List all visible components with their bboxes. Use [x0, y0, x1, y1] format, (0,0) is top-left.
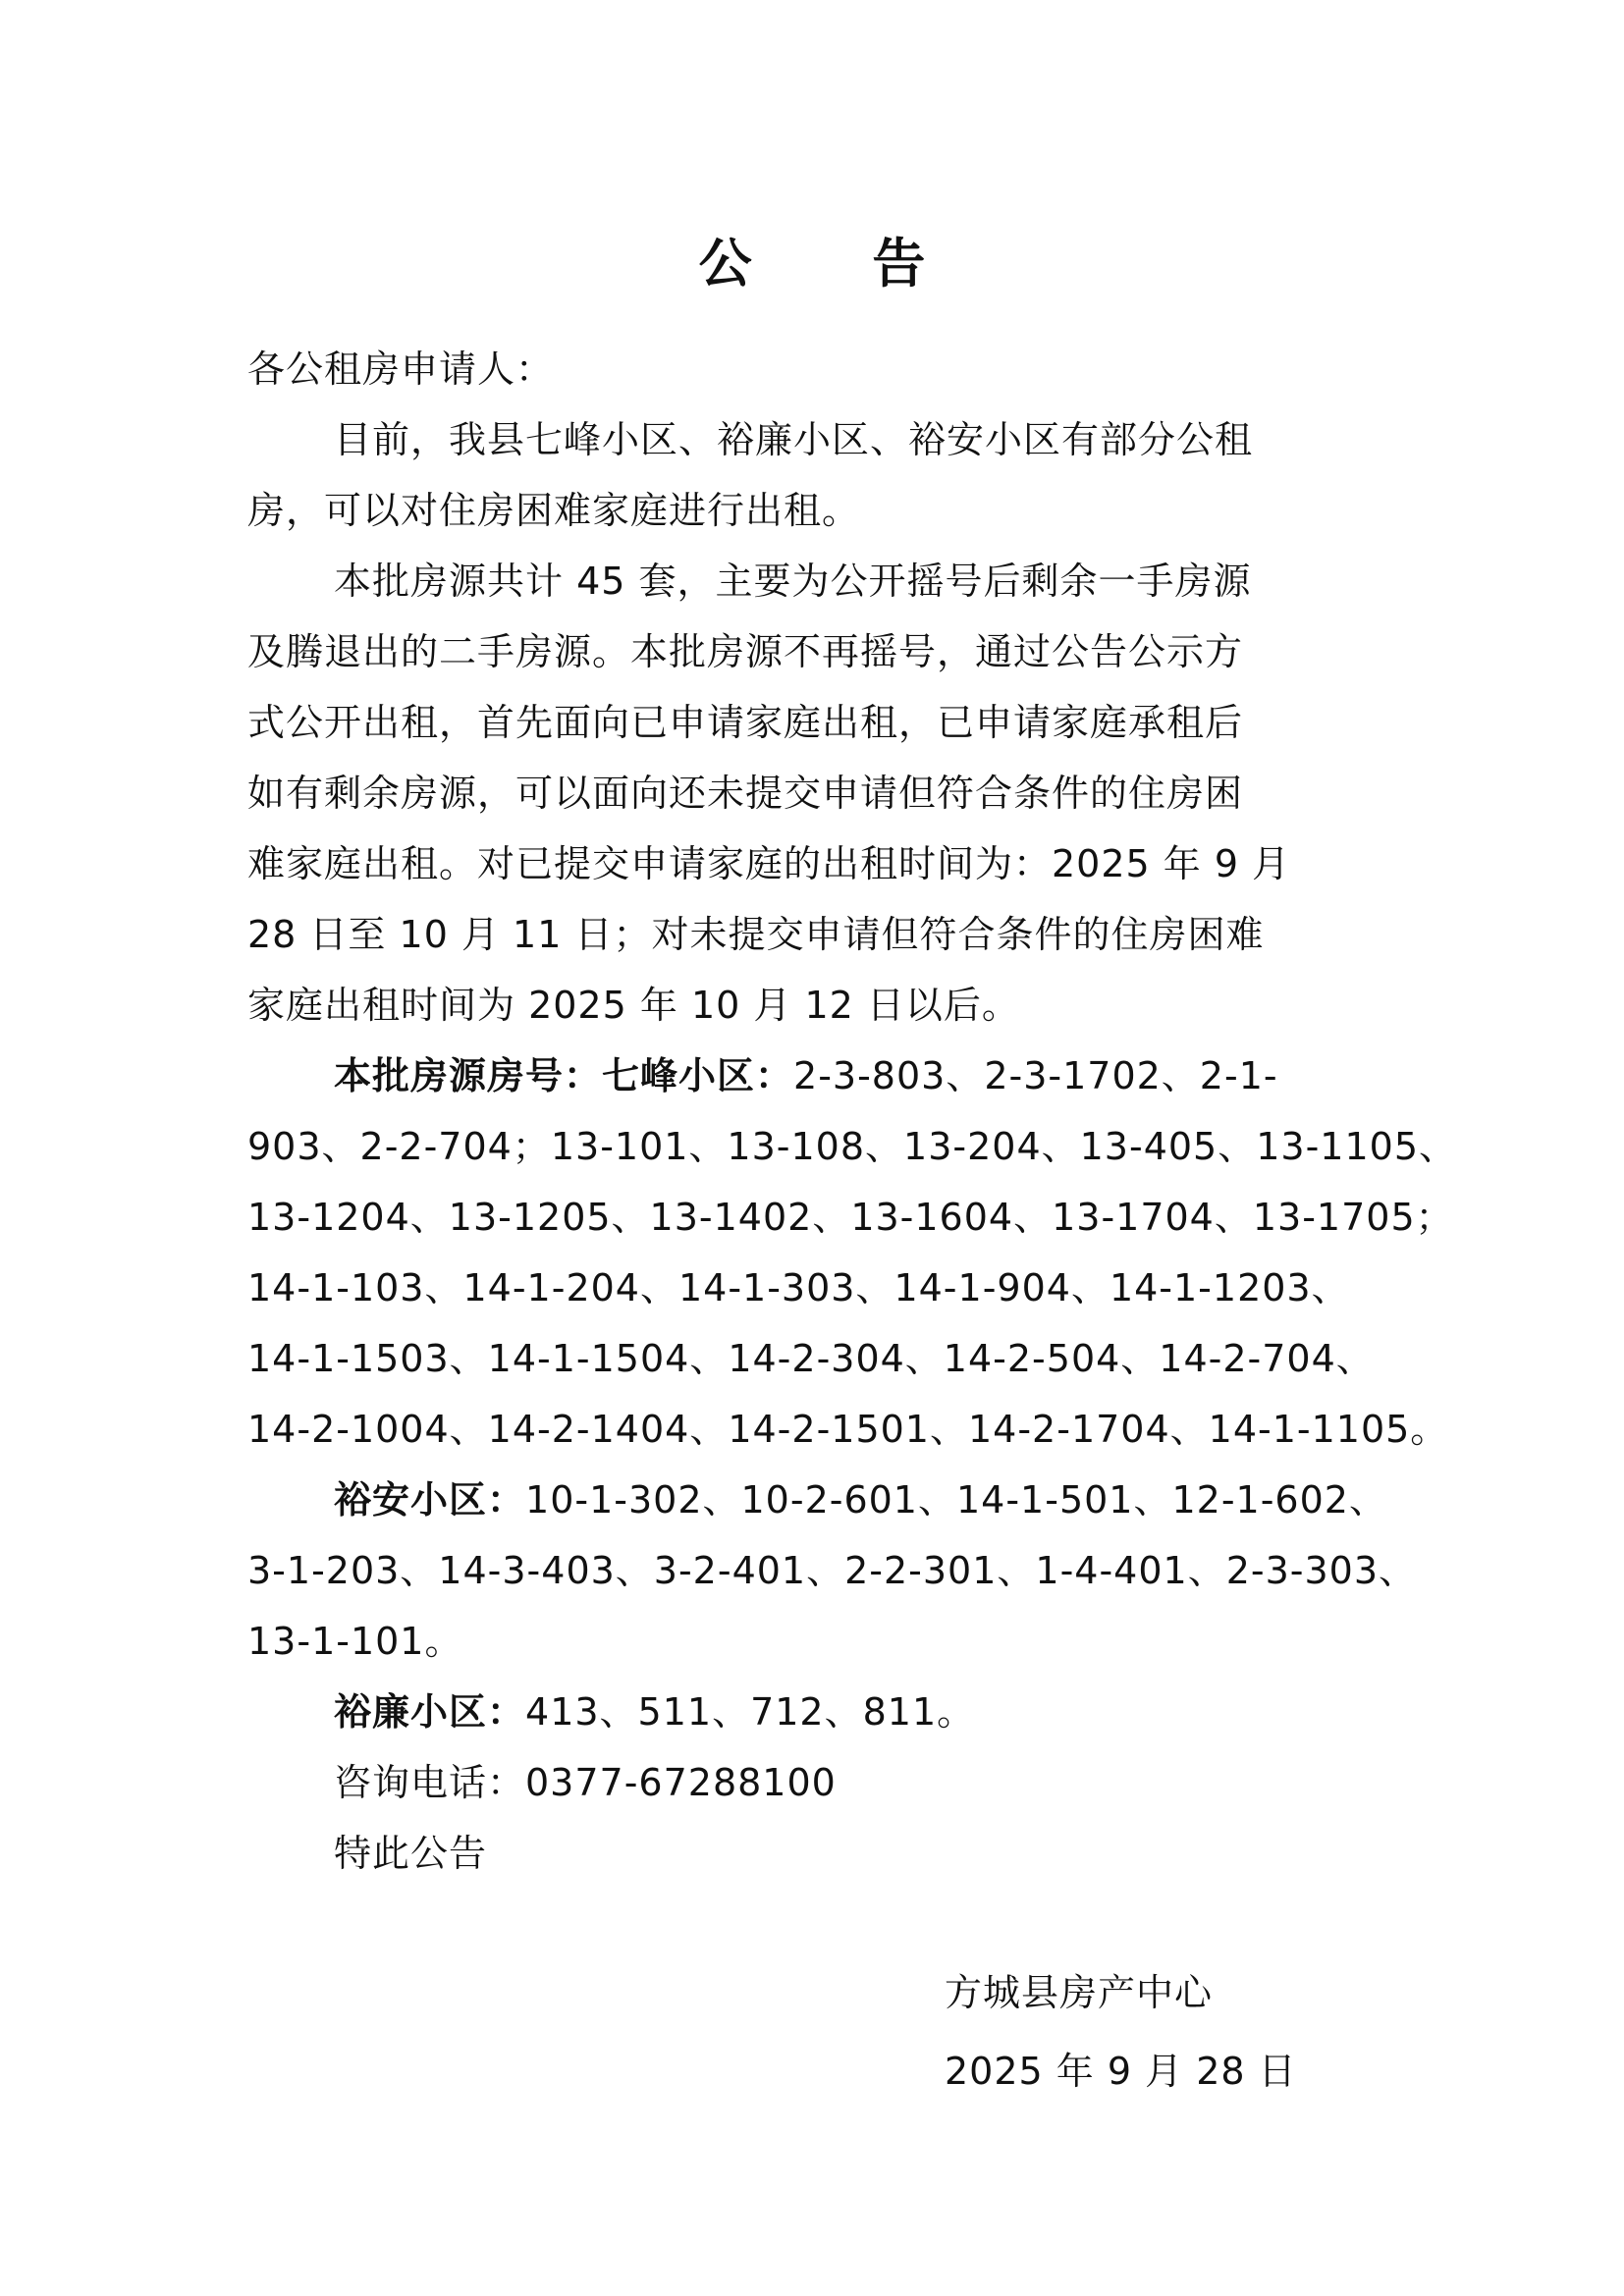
document-title: 公 告 — [698, 232, 977, 294]
paragraph-line: 本批房源共计 45 套，主要为公开摇号后剩余一手房源 — [334, 560, 1252, 603]
yulian-line — [247, 1677, 1377, 1747]
closing-line: 特此公告 — [334, 1832, 488, 1875]
paragraph-line: 目前，我县七峰小区、裕廉小区、裕安小区有部分公租 — [334, 418, 1254, 461]
yulian-rooms: 413、511、712、811。 — [525, 1690, 976, 1734]
yuan-rooms-line: 13-1-101。 — [247, 1620, 463, 1663]
qifeng-first-line — [247, 1041, 1377, 1111]
paragraph-line: 及腾退出的二手房源。本批房源不再摇号，通过公告公示方 — [247, 630, 1244, 673]
contact-phone: 咨询电话：0377-67288100 — [334, 1761, 837, 1804]
paragraph-intro — [247, 404, 1377, 546]
qifeng-rooms-line: 13-1204、13-1205、13-1402、13-1604、13-1704、13-1705； — [247, 1196, 1454, 1239]
signature-block — [945, 1953, 1297, 2110]
qifeng-rooms-line: 903、2-2-704；13-101、13-108、13-204、13-405、13-1105、 — [247, 1125, 1457, 1168]
paragraph-details — [247, 546, 1377, 1041]
paragraph-line: 房，可以对住房困难家庭进行出租。 — [247, 489, 861, 532]
qifeng-rooms-line: 14-1-1503、14-1-1504、14-2-304、14-2-504、14-2-704、 — [247, 1337, 1375, 1380]
paragraph-line: 难家庭出租。对已提交申请家庭的出租时间为：2025 年 9 月 — [247, 842, 1291, 885]
paragraph-line: 28 日至 10 月 11 日；对未提交申请但符合条件的住房困难 — [247, 913, 1265, 956]
qifeng-rooms-line: 14-1-103、14-1-204、14-1-303、14-1-904、14-1-1203、 — [247, 1266, 1350, 1309]
paragraph-line: 如有剩余房源，可以面向还未提交申请但符合条件的住房困 — [247, 772, 1244, 815]
qifeng-rooms-line: 14-2-1004、14-2-1404、14-2-1501、14-2-1704、14-1-1105。 — [247, 1408, 1449, 1451]
signature-org: 方城县房产中心 — [945, 1971, 1214, 2014]
yuan-room-list — [247, 1465, 1418, 1677]
contact-info — [247, 1747, 1377, 1818]
qifeng-rooms: 2-3-803、2-3-1702、2-1- — [793, 1054, 1278, 1097]
qifeng-label: 本批房源房号：七峰小区： — [334, 1054, 794, 1097]
yuan-label: 裕安小区： — [334, 1478, 526, 1522]
paragraph-line: 家庭出租时间为 2025 年 10 月 12 日以后。 — [247, 984, 1020, 1027]
paragraph-line: 式公开出租，首先面向已申请家庭出租，已申请家庭承租后 — [247, 701, 1244, 744]
yulian-label: 裕廉小区： — [334, 1690, 526, 1734]
greeting — [247, 334, 1377, 404]
yuan-rooms: 10-1-302、10-2-601、14-1-501、12-1-602、 — [525, 1478, 1387, 1522]
qifeng-room-list — [247, 1041, 1457, 1465]
closing — [247, 1818, 1377, 1889]
yulian-room-list — [247, 1677, 1377, 1747]
signature-date: 2025 年 9 月 28 日 — [945, 2050, 1297, 2093]
greeting-line: 各公租房申请人： — [247, 347, 555, 391]
yuan-first-line — [247, 1465, 1387, 1535]
yuan-rooms-line: 3-1-203、14-3-403、3-2-401、2-2-301、1-4-401、2-3-303、 — [247, 1549, 1418, 1592]
